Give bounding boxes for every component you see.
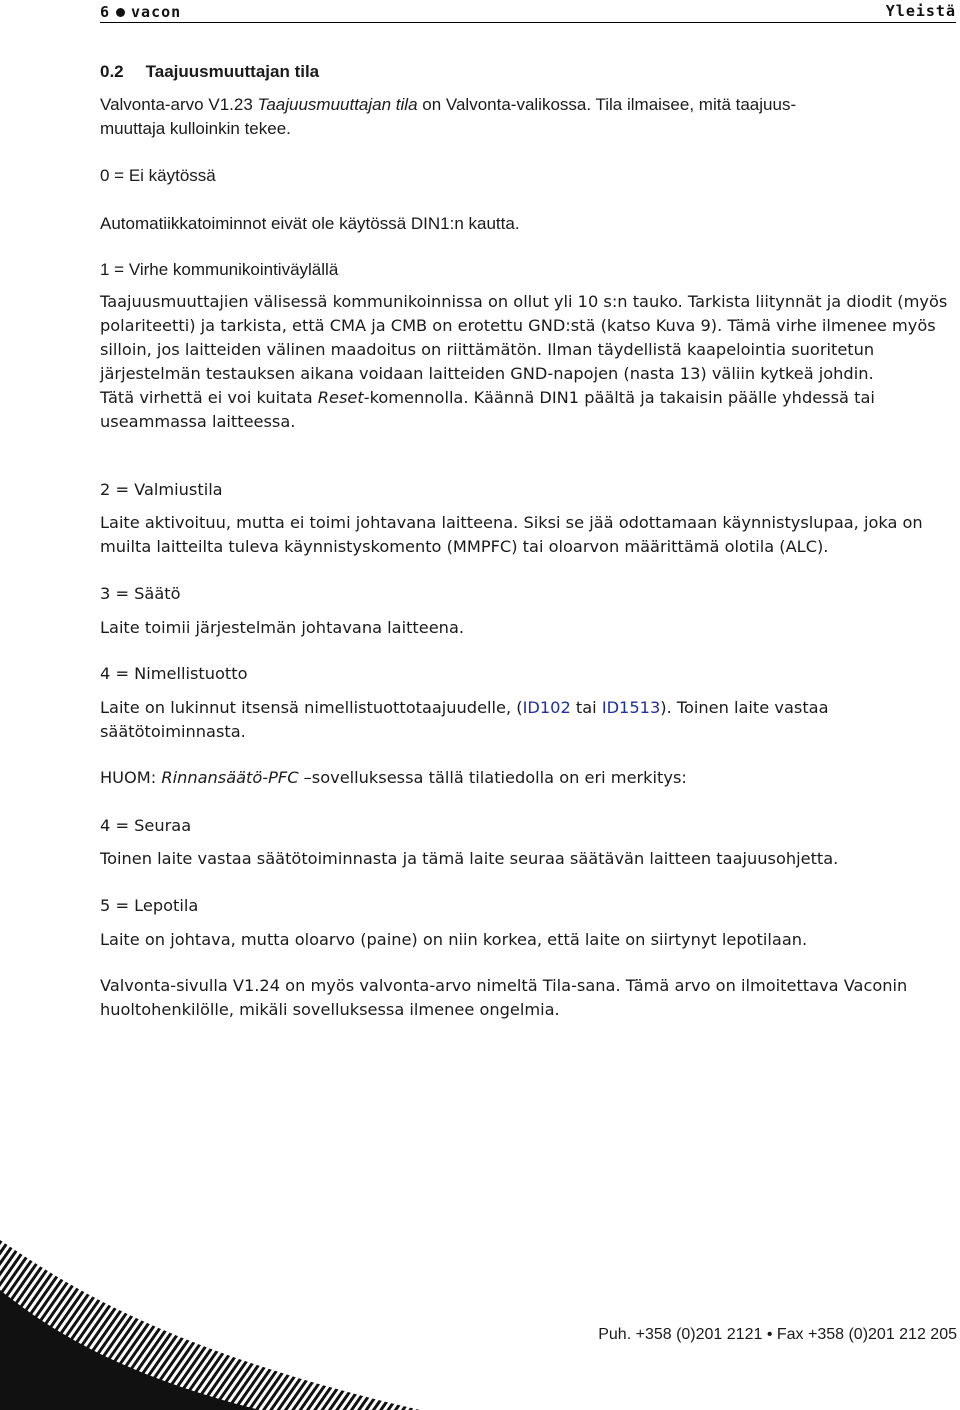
header-section: Yleistä (885, 2, 956, 20)
state-5-label: 5 = Lepotila (100, 896, 199, 915)
intro-paragraph (100, 93, 958, 141)
state-4-desc-b: tai (570, 698, 602, 717)
intro-italic: Taajuusmuuttajan tila (257, 95, 418, 114)
state-0-label: 0 = Ei käytössä (100, 166, 216, 185)
id1513-link[interactable]: ID1513 (601, 698, 661, 717)
page-header (100, 2, 956, 23)
note-italic: Rinnansäätö-PFC (161, 768, 299, 787)
state-4b-label: 4 = Seuraa (100, 816, 192, 835)
state-3-label: 3 = Säätö (100, 584, 181, 603)
intro-text-1: Valvonta-arvo V1.23 (100, 95, 258, 114)
state-1-desc-3c: -komennolla. Käännä DIN1 päältä ja takaisin päälle yhdessä tai useammassa laitteessa. (100, 388, 875, 431)
state-4-desc (100, 696, 958, 744)
page-number: 6 (100, 3, 111, 21)
state-1-label: 1 = Virhe kommunikointiväylällä (100, 260, 339, 279)
footer-decoration (0, 1240, 420, 1410)
state-0-desc: Automatiikkatoiminnot eivät ole käytössä DIN1:n kautta. (100, 214, 520, 233)
state-1-desc-2: Tarkista liitynnät ja diodit (myös polariteetti) ja tarkista, että CMA ja CMB on erotettu GND:stä (katso Kuva 9). Tämä virhe ilmenee myös silloin, jos laitteiden välinen maadoitus on riittämätön. Ilman täydellistä kaapelointia suoritetun järjestelmän testauksen aikana voidaan laitteiden GND-napojen (nasta 13) väliin kytkeä johdin. (100, 292, 948, 383)
section-heading (100, 62, 319, 82)
header-left (100, 3, 181, 21)
state-4-desc-c: ). Toinen laite vastaa säätötoiminnasta. (100, 698, 829, 741)
state-3-desc: Laite toimii järjestelmän johtavana laitteena. (100, 618, 465, 637)
section-title: Taajuusmuuttajan tila (145, 62, 320, 81)
state-4-desc-a: Laite on lukinnut itsensä nimellistuottotaajuudelle, ( (100, 698, 523, 717)
footer-contact: Puh. +358 (0)201 2121 • Fax +358 (0)201 212 205 (598, 1326, 957, 1343)
note-paragraph (100, 766, 958, 790)
intro-text-3: muuttaja kulloinkin tekee. (100, 119, 291, 138)
section-number: 0.2 (100, 62, 124, 81)
note-text: –sovelluksessa tällä tilatiedolla on eri merkitys: (298, 768, 687, 787)
note-label: HUOM: (100, 768, 157, 787)
intro-text-2: on Valvonta-valikossa. Tila ilmaisee, mitä taajuus- (417, 95, 797, 114)
state-4b-desc: Toinen laite vastaa säätötoiminnasta ja tämä laite seuraa säätävän laitteen taajuusohjetta. (100, 849, 839, 868)
state-1-desc-3a: Tätä virhettä ei voi kuitata (100, 388, 318, 407)
state-4-label: 4 = Nimellistuotto (100, 664, 248, 683)
reset-italic: Reset (317, 388, 364, 407)
closing-paragraph: Valvonta-sivulla V1.24 on myös valvonta-arvo nimeltä Tila-sana. Tämä arvo on ilmoitettava Vaconin huoltohenkilölle, mikäli sovelluksessa ilmenee ongelmia. (100, 976, 908, 1019)
state-5-desc: Laite on johtava, mutta oloarvo (paine) on niin korkea, että laite on siirtynyt lepotilaan. (100, 930, 808, 949)
state-2-label: 2 = Valmiustila (100, 480, 223, 499)
id102-link[interactable]: ID102 (522, 698, 571, 717)
bullet-icon (116, 8, 125, 17)
state-1-desc-1: Taajuusmuuttajien välisessä kommunikoinnissa on ollut yli 10 s:n tauko. (100, 292, 683, 311)
brand-logo: vacon (131, 3, 182, 21)
state-2-desc: Laite aktivoituu, mutta ei toimi johtavana laitteena. Siksi se jää odottamaan käynnistyslupaa, joka on muilta laitteilta tuleva käynnistyskomento (MMPFC) tai oloarvon määrittämä olotila (ALC). (100, 513, 923, 556)
state-1-desc (100, 290, 958, 434)
